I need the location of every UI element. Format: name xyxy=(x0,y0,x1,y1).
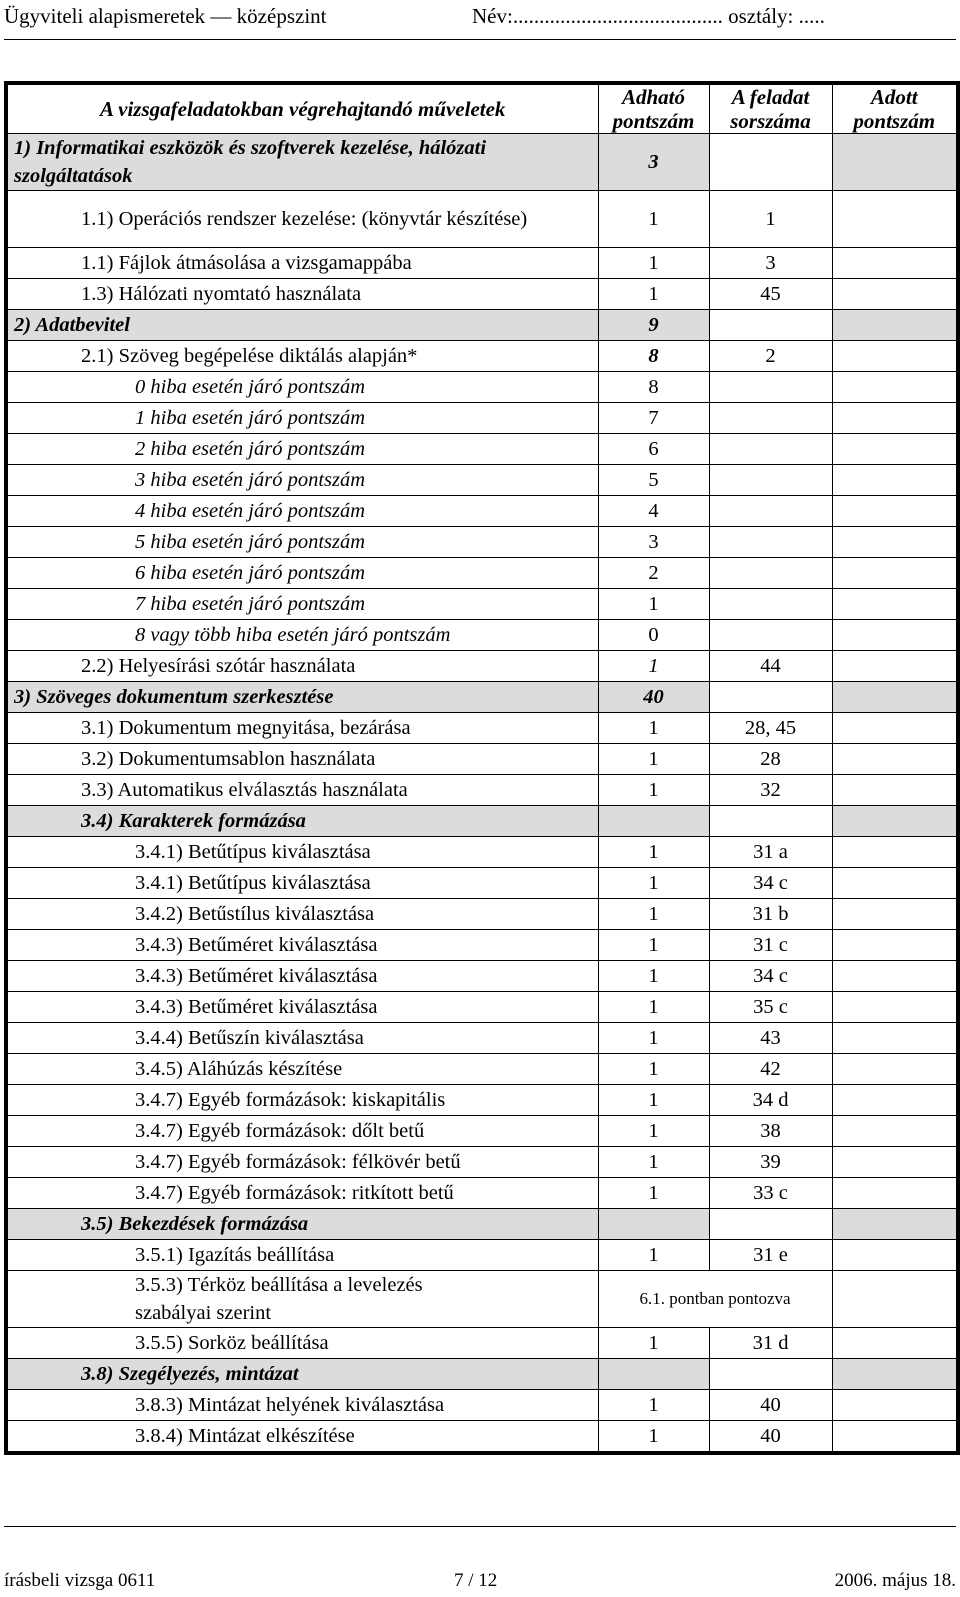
table-row xyxy=(6,1023,958,1054)
table-row xyxy=(6,744,958,775)
task-number xyxy=(709,434,832,465)
task-number xyxy=(709,1359,832,1390)
given-points-cell xyxy=(832,1178,958,1209)
max-points: 5 xyxy=(598,465,709,496)
table-row xyxy=(6,279,958,310)
max-points: 1 xyxy=(598,775,709,806)
given-points-cell xyxy=(832,713,958,744)
given-points-cell xyxy=(832,651,958,682)
task-number: 28, 45 xyxy=(709,713,832,744)
row-label: 0 hiba esetén járó pontszám xyxy=(6,372,598,403)
header-name-class-field: Név:........................................ osztály: ..... xyxy=(472,4,825,28)
max-points: 1 xyxy=(598,279,709,310)
max-points xyxy=(598,1209,709,1240)
table-row xyxy=(6,372,958,403)
given-points-cell xyxy=(832,1359,958,1390)
row-label: 3) Szöveges dokumentum szerkesztése xyxy=(6,682,598,713)
row-label: 1.1) Fájlok átmásolása a vizsgamappába xyxy=(6,248,598,279)
table-row xyxy=(6,1085,958,1116)
column-header-max-points: Adható pontszám xyxy=(598,83,709,134)
given-points-cell xyxy=(832,1209,958,1240)
row-label: 1.1) Operációs rendszer kezelése: (könyvtár készítése) xyxy=(6,191,598,248)
given-points-cell xyxy=(832,558,958,589)
task-number: 42 xyxy=(709,1054,832,1085)
max-points xyxy=(598,806,709,837)
row-label: 3.5.5) Sorköz beállítása xyxy=(6,1328,598,1359)
footer-rule xyxy=(4,1526,956,1527)
row-label xyxy=(6,1271,598,1328)
table-row xyxy=(6,1054,958,1085)
task-number: 3 xyxy=(709,248,832,279)
table-row xyxy=(6,434,958,465)
row-label: 3.2) Dokumentumsablon használata xyxy=(6,744,598,775)
table-row xyxy=(6,527,958,558)
task-number: 35 c xyxy=(709,992,832,1023)
table-row xyxy=(6,1421,958,1454)
table-row xyxy=(6,558,958,589)
row-label: 3.4.3) Betűméret kiválasztása xyxy=(6,930,598,961)
max-points: 3 xyxy=(598,527,709,558)
row-label: 3.4.1) Betűtípus kiválasztása xyxy=(6,868,598,899)
table-row xyxy=(6,1209,958,1240)
given-points-cell xyxy=(832,930,958,961)
max-points: 1 xyxy=(598,713,709,744)
table-row xyxy=(6,191,958,248)
max-points: 1 xyxy=(598,1328,709,1359)
column-header-given-points: Adott pontszám xyxy=(832,83,958,134)
given-points-cell xyxy=(832,434,958,465)
max-points: 1 xyxy=(598,248,709,279)
row-label: 8 vagy több hiba esetén járó pontszám xyxy=(6,620,598,651)
table-row xyxy=(6,310,958,341)
max-points: 1 xyxy=(598,1390,709,1421)
task-number xyxy=(709,682,832,713)
row-label: 3.4.7) Egyéb formázások: félkövér betű xyxy=(6,1147,598,1178)
row-label: 3.4) Karakterek formázása xyxy=(6,806,598,837)
row-label: 1.3) Hálózati nyomtató használata xyxy=(6,279,598,310)
max-points: 1 xyxy=(598,1085,709,1116)
table-row xyxy=(6,682,958,713)
table-row xyxy=(6,1390,958,1421)
table-row xyxy=(6,806,958,837)
row-label: 2.1) Szöveg begépelése diktálás alapján* xyxy=(6,341,598,372)
scoring-table xyxy=(4,81,960,1455)
table-row xyxy=(6,1116,958,1147)
given-points-cell xyxy=(832,134,958,191)
task-number: 2 xyxy=(709,341,832,372)
max-points: 9 xyxy=(598,310,709,341)
scored-elsewhere-note: 6.1. pontban pontozva xyxy=(598,1271,832,1328)
max-points: 1 xyxy=(598,930,709,961)
max-points: 1 xyxy=(598,868,709,899)
max-points: 1 xyxy=(598,837,709,868)
given-points-cell xyxy=(832,1116,958,1147)
given-points-cell xyxy=(832,837,958,868)
task-number: 31 a xyxy=(709,837,832,868)
task-number: 32 xyxy=(709,775,832,806)
table-row xyxy=(6,403,958,434)
table-row xyxy=(6,496,958,527)
table-row xyxy=(6,899,958,930)
row-label: 3.8) Szegélyezés, mintázat xyxy=(6,1359,598,1390)
row-label: 3.4.7) Egyéb formázások: ritkított betű xyxy=(6,1178,598,1209)
given-points-cell xyxy=(832,1085,958,1116)
row-label: 3.5.1) Igazítás beállítása xyxy=(6,1240,598,1271)
task-number xyxy=(709,465,832,496)
task-number xyxy=(709,589,832,620)
max-points: 1 xyxy=(598,1240,709,1271)
header-title: Ügyviteli alapismeretek — középszint xyxy=(4,4,327,28)
table-row xyxy=(6,341,958,372)
table-row xyxy=(6,1359,958,1390)
max-points: 1 xyxy=(598,1116,709,1147)
row-label: 7 hiba esetén járó pontszám xyxy=(6,589,598,620)
row-label: 4 hiba esetén járó pontszám xyxy=(6,496,598,527)
given-points-cell xyxy=(832,465,958,496)
table-row xyxy=(6,1147,958,1178)
table-row xyxy=(6,1328,958,1359)
given-points-cell xyxy=(832,1328,958,1359)
task-number xyxy=(709,527,832,558)
row-label: 3.1) Dokumentum megnyitása, bezárása xyxy=(6,713,598,744)
task-number: 31 b xyxy=(709,899,832,930)
page-header xyxy=(0,0,960,44)
task-number: 33 c xyxy=(709,1178,832,1209)
given-points-cell xyxy=(832,868,958,899)
row-label: 3.8.3) Mintázat helyének kiválasztása xyxy=(6,1390,598,1421)
header-rule xyxy=(4,39,956,40)
table-row xyxy=(6,775,958,806)
given-points-cell xyxy=(832,775,958,806)
row-label: 2) Adatbevitel xyxy=(6,310,598,341)
max-points: 6 xyxy=(598,434,709,465)
task-number: 34 d xyxy=(709,1085,832,1116)
max-points: 1 xyxy=(598,961,709,992)
given-points-cell xyxy=(832,1147,958,1178)
row-label: 6 hiba esetén járó pontszám xyxy=(6,558,598,589)
given-points-cell xyxy=(832,496,958,527)
given-points-cell xyxy=(832,992,958,1023)
max-points: 1 xyxy=(598,1421,709,1454)
table-body xyxy=(6,134,958,1454)
table-row xyxy=(6,620,958,651)
task-number xyxy=(709,372,832,403)
table-row xyxy=(6,1240,958,1271)
table-row xyxy=(6,930,958,961)
footer-date: 2006. május 18. xyxy=(834,1570,956,1591)
max-points: 2 xyxy=(598,558,709,589)
max-points: 1 xyxy=(598,191,709,248)
page-footer xyxy=(0,1524,960,1597)
max-points: 4 xyxy=(598,496,709,527)
task-number xyxy=(709,620,832,651)
task-number: 31 e xyxy=(709,1240,832,1271)
row-label: 3.4.3) Betűméret kiválasztása xyxy=(6,992,598,1023)
table-row xyxy=(6,992,958,1023)
row-label: 3.4.3) Betűméret kiválasztása xyxy=(6,961,598,992)
max-points: 1 xyxy=(598,651,709,682)
max-points: 8 xyxy=(598,341,709,372)
max-points: 1 xyxy=(598,1147,709,1178)
given-points-cell xyxy=(832,341,958,372)
task-number: 38 xyxy=(709,1116,832,1147)
max-points: 3 xyxy=(598,134,709,191)
table-row xyxy=(6,248,958,279)
given-points-cell xyxy=(832,1421,958,1454)
row-label: 3 hiba esetén járó pontszám xyxy=(6,465,598,496)
max-points: 8 xyxy=(598,372,709,403)
row-label: 2.2) Helyesírási szótár használata xyxy=(6,651,598,682)
row-label: 3.4.4) Betűszín kiválasztása xyxy=(6,1023,598,1054)
given-points-cell xyxy=(832,248,958,279)
column-header-task-number: A feladat sorszáma xyxy=(709,83,832,134)
given-points-cell xyxy=(832,1240,958,1271)
task-number: 40 xyxy=(709,1390,832,1421)
table-row xyxy=(6,713,958,744)
task-number xyxy=(709,310,832,341)
given-points-cell xyxy=(832,1390,958,1421)
task-number: 39 xyxy=(709,1147,832,1178)
row-label: 1 hiba esetén járó pontszám xyxy=(6,403,598,434)
row-label: 3.4.7) Egyéb formázások: kiskapitális xyxy=(6,1085,598,1116)
task-number: 31 c xyxy=(709,930,832,961)
row-label-text: 3.5.3) Térköz beállítása a levelezés szabályai szerint xyxy=(135,1274,423,1324)
column-header-operations: A vizsgafeladatokban végrehajtandó műveletek xyxy=(6,83,598,134)
given-points-cell xyxy=(832,403,958,434)
max-points: 1 xyxy=(598,589,709,620)
row-label: 3.4.7) Egyéb formázások: dőlt betű xyxy=(6,1116,598,1147)
given-points-cell xyxy=(832,744,958,775)
max-points: 7 xyxy=(598,403,709,434)
task-number: 44 xyxy=(709,651,832,682)
given-points-cell xyxy=(832,527,958,558)
table-row xyxy=(6,1271,958,1328)
row-label: 3.4.2) Betűstílus kiválasztása xyxy=(6,899,598,930)
task-number: 45 xyxy=(709,279,832,310)
given-points-cell xyxy=(832,372,958,403)
row-label: 3.8.4) Mintázat elkészítése xyxy=(6,1421,598,1454)
task-number xyxy=(709,558,832,589)
table-row xyxy=(6,837,958,868)
given-points-cell xyxy=(832,899,958,930)
task-number: 28 xyxy=(709,744,832,775)
max-points: 1 xyxy=(598,1023,709,1054)
table-row xyxy=(6,589,958,620)
row-label: 5 hiba esetén járó pontszám xyxy=(6,527,598,558)
max-points: 1 xyxy=(598,992,709,1023)
given-points-cell xyxy=(832,620,958,651)
given-points-cell xyxy=(832,961,958,992)
task-number: 34 c xyxy=(709,961,832,992)
max-points: 1 xyxy=(598,1178,709,1209)
row-label: 1) Informatikai eszközök és szoftverek kezelése, hálózati szolgáltatások xyxy=(6,134,598,191)
task-number: 31 d xyxy=(709,1328,832,1359)
task-number xyxy=(709,403,832,434)
row-label: 3.4.5) Aláhúzás készítése xyxy=(6,1054,598,1085)
given-points-cell xyxy=(832,682,958,713)
task-number xyxy=(709,134,832,191)
row-label: 3.4.1) Betűtípus kiválasztása xyxy=(6,837,598,868)
max-points: 40 xyxy=(598,682,709,713)
task-number xyxy=(709,806,832,837)
table-row xyxy=(6,961,958,992)
given-points-cell xyxy=(832,279,958,310)
row-label: 3.3) Automatikus elválasztás használata xyxy=(6,775,598,806)
table-header-row xyxy=(6,83,958,134)
given-points-cell xyxy=(832,589,958,620)
given-points-cell xyxy=(832,806,958,837)
table-row xyxy=(6,868,958,899)
footer-exam-code: írásbeli vizsga 0611 xyxy=(4,1570,156,1591)
task-number xyxy=(709,1209,832,1240)
max-points: 1 xyxy=(598,744,709,775)
table-row xyxy=(6,651,958,682)
task-number: 34 c xyxy=(709,868,832,899)
task-number xyxy=(709,496,832,527)
given-points-cell xyxy=(832,191,958,248)
table-row xyxy=(6,1178,958,1209)
footer-page-number: 7 / 12 xyxy=(454,1570,498,1591)
max-points xyxy=(598,1359,709,1390)
given-points-cell xyxy=(832,310,958,341)
row-label: 3.5) Bekezdések formázása xyxy=(6,1209,598,1240)
table-row xyxy=(6,134,958,191)
max-points: 1 xyxy=(598,1054,709,1085)
given-points-cell xyxy=(832,1023,958,1054)
max-points: 1 xyxy=(598,899,709,930)
given-points-cell xyxy=(832,1054,958,1085)
task-number: 1 xyxy=(709,191,832,248)
table-row xyxy=(6,465,958,496)
task-number: 40 xyxy=(709,1421,832,1454)
task-number: 43 xyxy=(709,1023,832,1054)
row-label: 2 hiba esetén járó pontszám xyxy=(6,434,598,465)
max-points: 0 xyxy=(598,620,709,651)
given-points-cell xyxy=(832,1271,958,1328)
